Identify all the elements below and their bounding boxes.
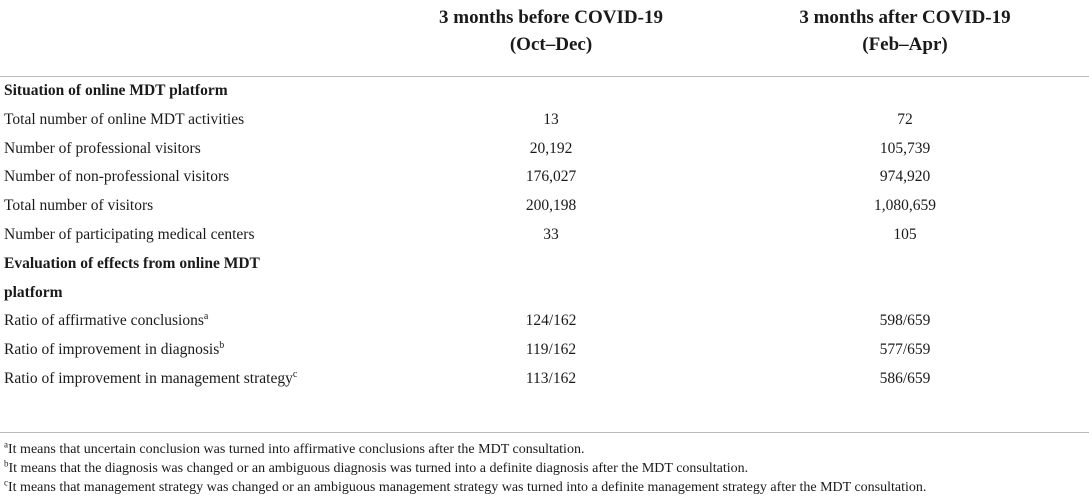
row-label-text: Ratio of affirmative conclusions bbox=[4, 312, 204, 330]
table-row bbox=[0, 106, 1089, 135]
header-before-covid bbox=[383, 4, 719, 58]
row-label bbox=[4, 365, 304, 394]
value-before: 33 bbox=[543, 225, 559, 243]
section-heading bbox=[0, 77, 1089, 106]
section-title: Evaluation of effects from online MDT platform bbox=[4, 254, 260, 301]
footnote-mark: a bbox=[203, 311, 209, 323]
value-before: 13 bbox=[543, 110, 559, 128]
table-row bbox=[0, 135, 1089, 164]
footnote-text: It means that uncertain conclusion was turned into affirmative conclusions after the MDT consultation. bbox=[8, 442, 585, 457]
table-row bbox=[0, 336, 1089, 365]
footnote bbox=[4, 459, 1084, 478]
footnote-mark: b bbox=[219, 340, 225, 352]
table-row bbox=[0, 192, 1089, 221]
header-after-title: 3 months after COVID-19 bbox=[799, 7, 1011, 28]
value-after: 974,920 bbox=[879, 168, 931, 186]
row-label: Number of participating medical centers bbox=[4, 225, 255, 243]
row-label: Number of professional visitors bbox=[4, 139, 201, 157]
value-before: 20,192 bbox=[529, 139, 573, 157]
value-after: 72 bbox=[897, 110, 913, 128]
table-row bbox=[0, 365, 1089, 423]
footnote bbox=[4, 478, 1084, 497]
header-before-title: 3 months before COVID-19 bbox=[439, 7, 663, 28]
footnote-text: It means that the diagnosis was changed or an ambiguous diagnosis was turned into a definite diagnosis after the MDT consultation. bbox=[8, 461, 749, 476]
footnotes bbox=[4, 440, 1084, 497]
footer-divider bbox=[0, 432, 1089, 433]
value-after: 105,739 bbox=[879, 139, 931, 157]
section-heading bbox=[0, 250, 1089, 308]
value-after: 598/659 bbox=[879, 312, 931, 330]
table-row bbox=[0, 163, 1089, 192]
row-label bbox=[4, 336, 224, 365]
footnote-mark: c bbox=[4, 477, 8, 488]
header-after-period: (Feb–Apr) bbox=[862, 34, 948, 55]
header-after-covid bbox=[735, 4, 1075, 58]
row-label: Total number of visitors bbox=[4, 197, 154, 215]
footnote bbox=[4, 440, 1084, 459]
header-before-period: (Oct–Dec) bbox=[509, 34, 593, 55]
row-label: Total number of online MDT activities bbox=[4, 110, 245, 128]
footnote-mark: c bbox=[292, 368, 298, 380]
value-after: 105 bbox=[893, 225, 917, 243]
row-label: Number of non-professional visitors bbox=[4, 168, 230, 186]
footnote-text: It means that management strategy was changed or an ambiguous management strategy was turned into a definite management strategy after the MDT consultation. bbox=[8, 480, 927, 495]
row-label-text: Ratio of improvement in management strategy bbox=[4, 369, 293, 387]
value-after: 586/659 bbox=[879, 369, 931, 387]
table-row bbox=[0, 307, 1089, 336]
value-before: 200,198 bbox=[525, 197, 577, 215]
value-before: 113/162 bbox=[525, 369, 577, 387]
value-before: 119/162 bbox=[525, 341, 577, 359]
row-label-text: Ratio of improvement in diagnosis bbox=[4, 341, 220, 359]
row-label bbox=[4, 307, 208, 336]
table-header bbox=[0, 0, 1089, 78]
value-after: 1,080,659 bbox=[874, 197, 936, 215]
section-title: Situation of online MDT platform bbox=[4, 82, 228, 99]
value-before: 124/162 bbox=[525, 312, 577, 330]
footnote-mark: b bbox=[4, 458, 9, 469]
table-body bbox=[0, 77, 1089, 423]
value-before: 176,027 bbox=[525, 168, 577, 186]
value-after: 577/659 bbox=[879, 341, 931, 359]
table-row bbox=[0, 221, 1089, 250]
footnote-mark: a bbox=[4, 439, 8, 450]
